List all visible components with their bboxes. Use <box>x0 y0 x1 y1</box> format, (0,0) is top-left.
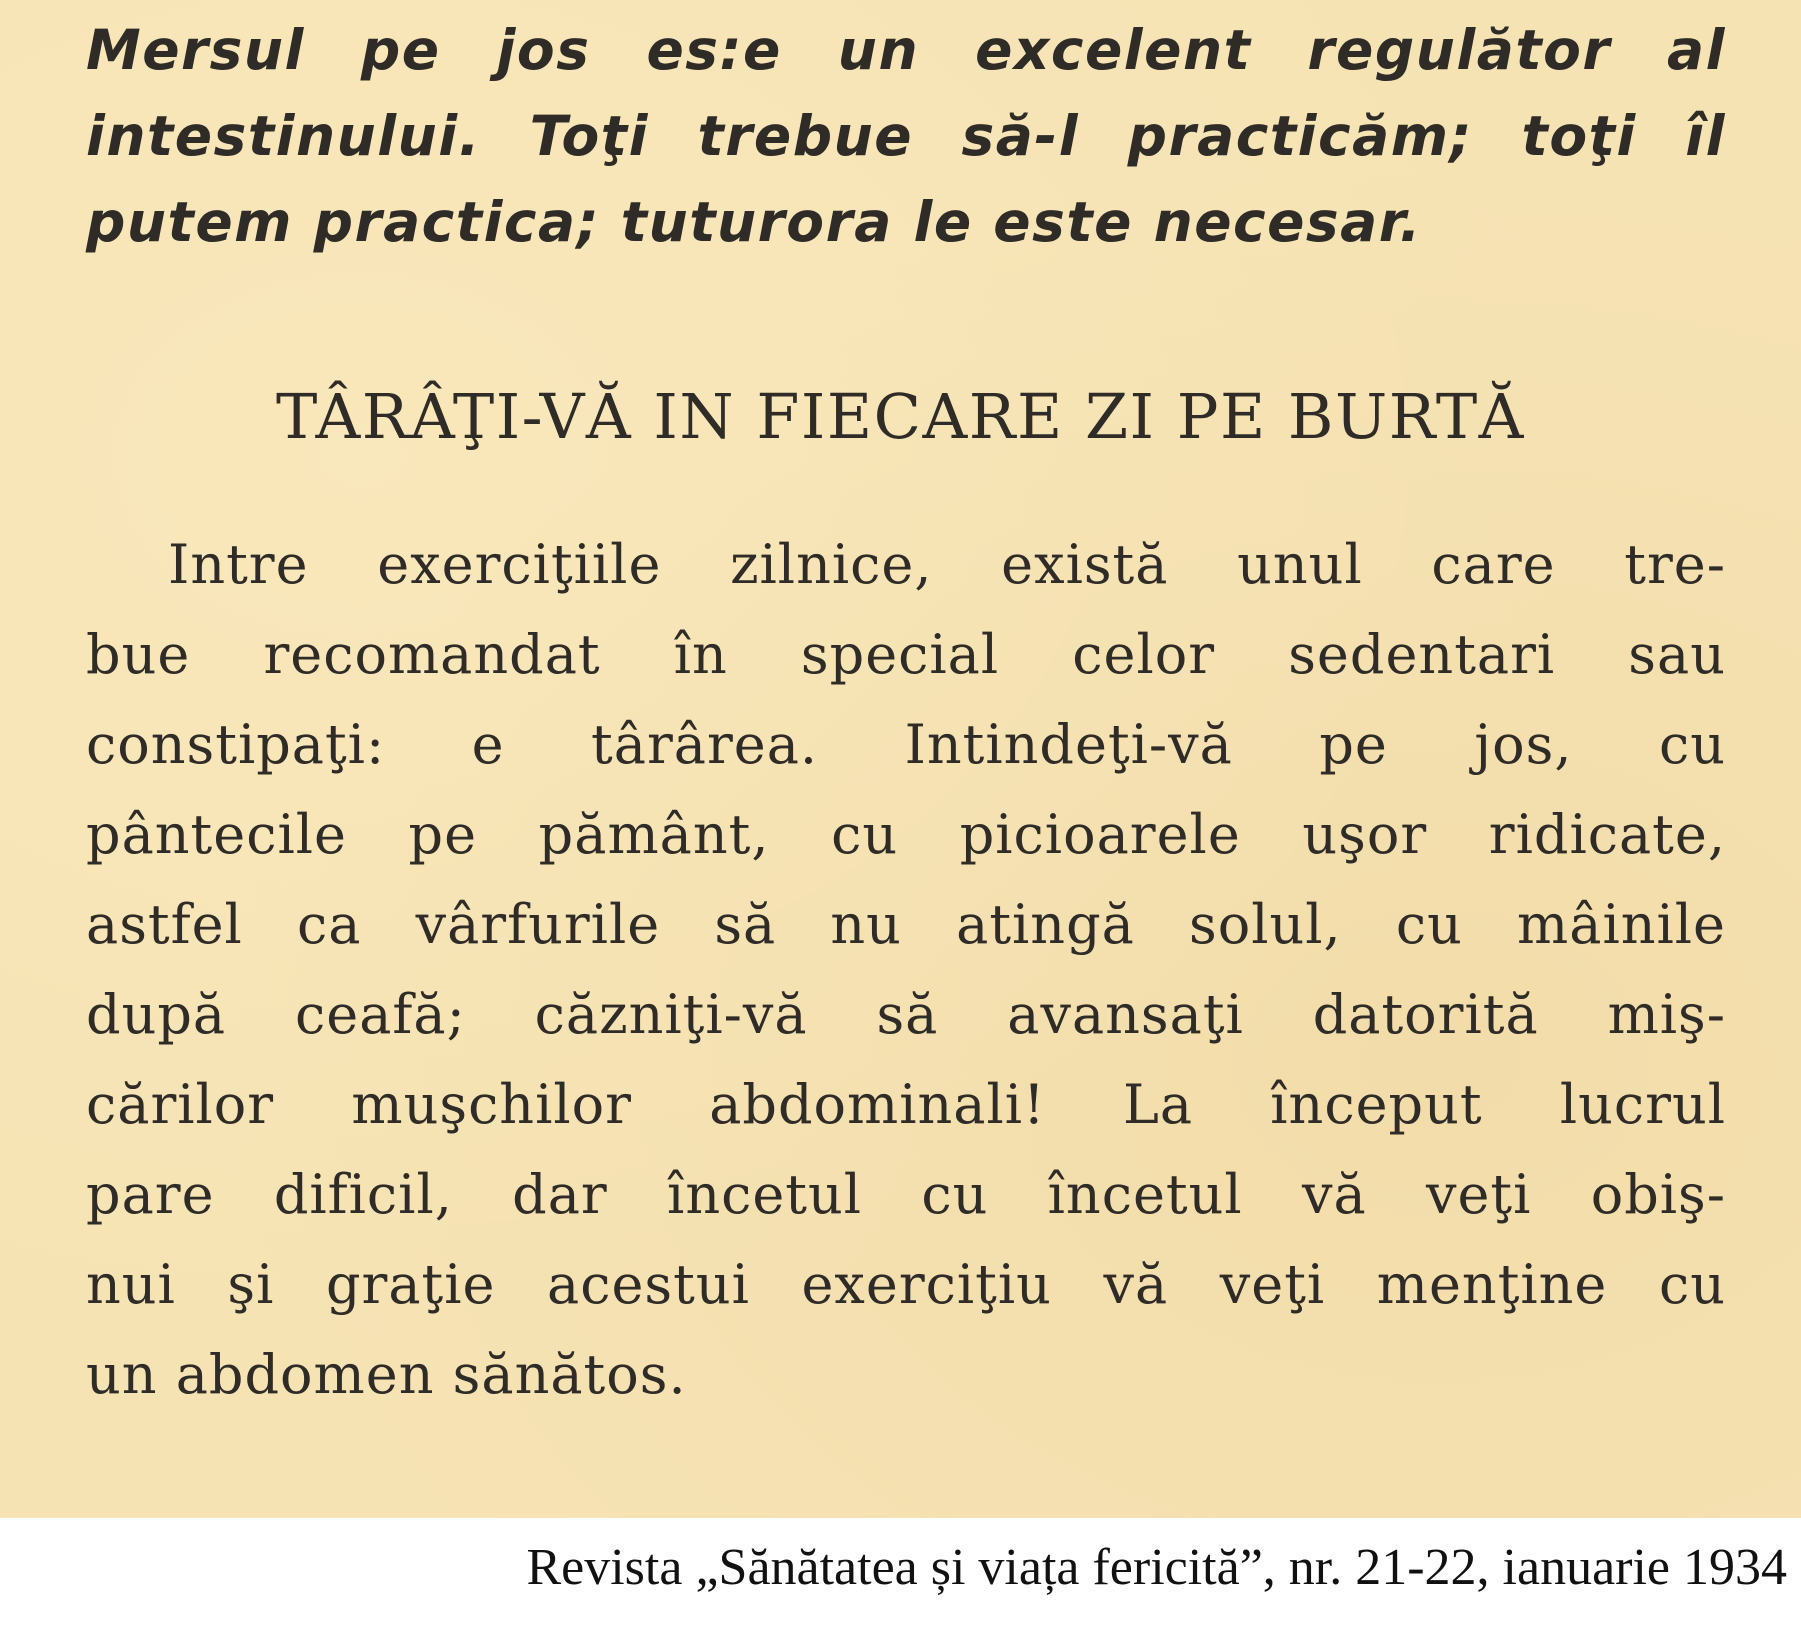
article-heading: TÂRÂŢI-VĂ IN FIECARE ZI PE BURTĂ <box>276 380 1525 453</box>
article-line-10: un abdomen sănătos. <box>86 1343 687 1406</box>
article-line-9: nui şi graţie acestui exerciţiu vă veţi menţine cu <box>86 1253 1726 1316</box>
article-line-3: constipaţi: e târârea. Intindeţi-vă pe jos, cu <box>86 713 1726 776</box>
intro-line-2: intestinului. Toţi trebue să-l practicăm; toţi îl <box>86 104 1726 168</box>
source-caption: Revista „Sănătatea și viața fericită”, nr. 21-22, ianuarie 1934 <box>526 1539 1787 1596</box>
article-line-8: pare dificil, dar încetul cu încetul vă veţi obiş- <box>86 1163 1726 1226</box>
article-line-1: Intre exerciţiile zilnice, există unul care tre- <box>168 533 1726 596</box>
article-line-4: pântecile pe pământ, cu picioarele uşor ridicate, <box>86 803 1726 866</box>
article-line-5: astfel ca vârfurile să nu atingă solul, cu mâinile <box>86 893 1726 956</box>
intro-line-1: Mersul pe jos es:e un excelent regulător al <box>86 18 1726 82</box>
intro-line-3: putem practica; tuturora le este necesar. <box>86 190 1422 254</box>
article-line-7: cărilor muşchilor abdominali! La început lucrul <box>86 1073 1726 1136</box>
article-line-2: bue recomandat în special celor sedentari sau <box>86 623 1726 686</box>
article-line-6: după ceafă; căzniţi-vă să avansaţi datorită miş- <box>86 983 1726 1046</box>
